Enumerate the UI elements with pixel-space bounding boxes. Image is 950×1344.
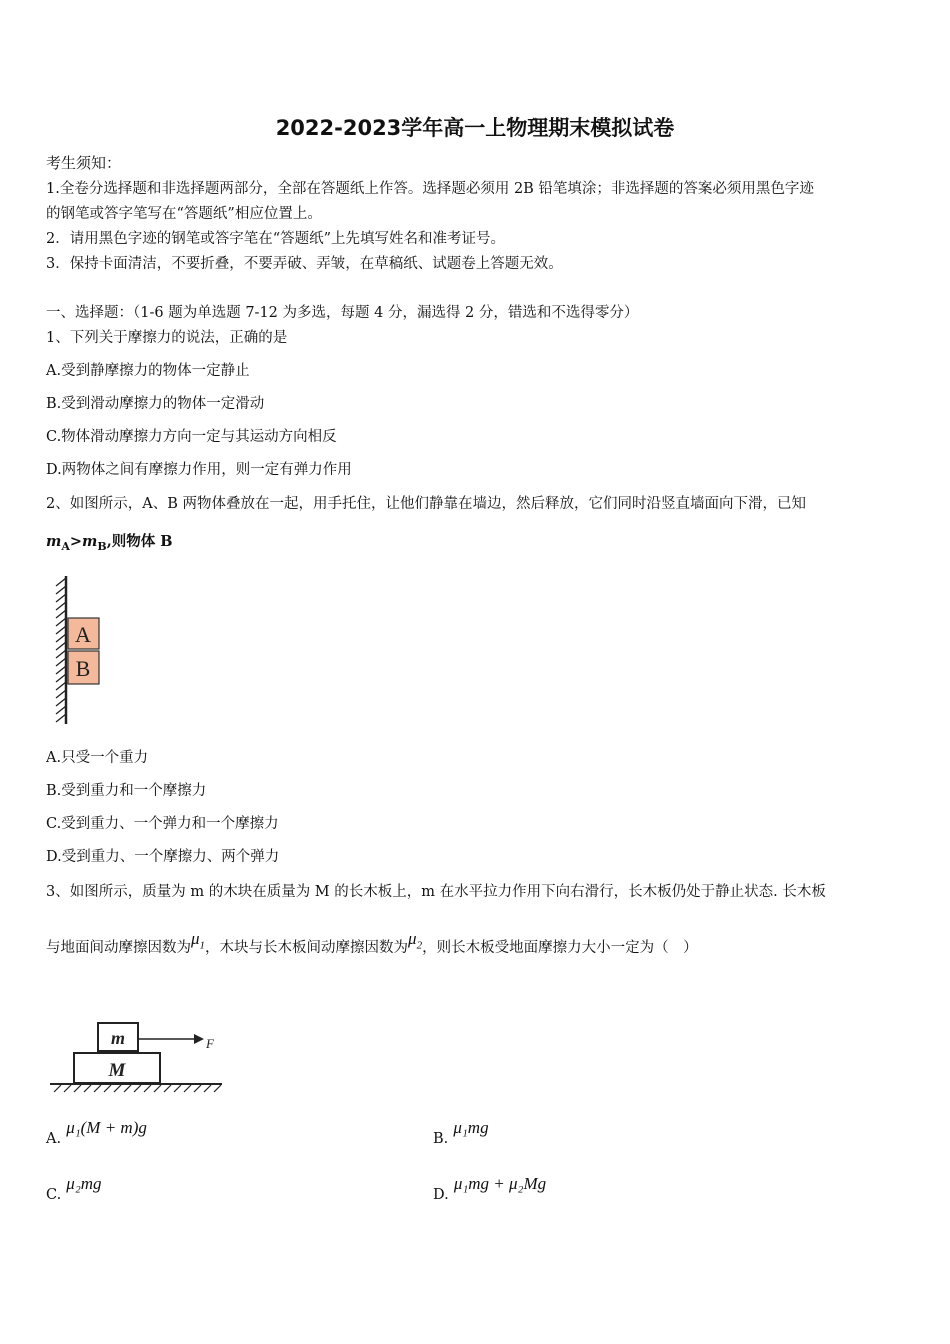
q3-stem-line-2: 与地面间动摩擦因数为$\mu_1$，木块与长木板间动摩擦因数为$\mu_2$，则长木板受地面摩擦力大小一定为（ ）: [46, 929, 698, 956]
q3-option-a-expr: μ₁(M + m)g: [66, 1118, 147, 1137]
ground-icon: [50, 1084, 222, 1092]
notice-line-1: 1.全卷分选择题和非选择题两部分，全部在答题纸上作答。选择题必须用 2B 铅笔填涂；非选择题的答案必须用黑色字迹: [46, 181, 814, 197]
notice-line-3: 2．请用黑色字迹的钢笔或答字笔在“答题纸”上先填写姓名和准考证号。: [46, 231, 506, 247]
block-a-label: A: [75, 622, 91, 647]
q3-option-d-expr: μ₁mg + μ₂Mg: [453, 1174, 547, 1193]
q2-stem-line-2: $m_A>m_B$,则物体 B: [46, 533, 173, 553]
q2-stem-line-1: 2、如图所示，A、B 两物体叠放在一起，用手托住，让他们静靠在墙边，然后释放，它们同时沿竖直墙面向下滑，已知: [46, 496, 806, 512]
q1-option-a: A.受到静摩擦力的物体一定静止: [46, 363, 250, 379]
notice-line-4: 3．保持卡面清洁，不要折叠，不要弄破、弄皱，在草稿纸、试题卷上答题无效。: [46, 256, 563, 272]
q3-option-d: D. μ₁mg + μ₂Mg: [433, 1174, 547, 1203]
q2-option-c: C.受到重力、一个弹力和一个摩擦力: [46, 816, 279, 832]
q2-figure: [50, 574, 110, 726]
block-m-label: m: [110, 1028, 126, 1048]
notice-heading: 考生须知：: [46, 154, 122, 172]
force-label: F: [206, 1036, 214, 1051]
q3-option-b: B. μ₁mg: [433, 1118, 489, 1147]
q3-stem-line-1: 3、如图所示，质量为 m 的木块在质量为 M 的长木板上，m 在水平拉力作用下向右滑行，长木板仍处于静止状态. 长木板: [46, 884, 826, 900]
q2-option-a: A.只受一个重力: [46, 750, 149, 766]
q2-option-b: B.受到重力和一个摩擦力: [46, 783, 207, 799]
block-b-label: B: [75, 656, 91, 681]
q1-option-d: D.两物体之间有摩擦力作用，则一定有弹力作用: [46, 462, 352, 478]
q3-figure: [46, 1018, 236, 1100]
board-m-label: M: [108, 1060, 126, 1081]
page-title: 2022-2023学年高一上物理期末模拟试卷: [275, 116, 675, 140]
q3-option-c-expr: μ₂mg: [66, 1174, 102, 1193]
force-arrow-icon: [138, 1034, 204, 1044]
q1-stem: 1、下列关于摩擦力的说法，正确的是: [46, 330, 288, 346]
q1-option-b: B.受到滑动摩擦力的物体一定滑动: [46, 396, 265, 412]
wall-icon: [56, 576, 66, 724]
q3-option-b-expr: μ₁mg: [453, 1118, 489, 1137]
notice-line-2: 的钢笔或答字笔写在“答题纸”相应位置上。: [46, 206, 322, 222]
q3-option-c: C. μ₂mg: [46, 1174, 102, 1203]
q3-option-a: A. μ₁(M + m)g: [46, 1118, 147, 1147]
q2-option-d: D.受到重力、一个摩擦力、两个弹力: [46, 849, 280, 865]
section-header: 一、选择题：（1-6 题为单选题 7-12 为多选，每题 4 分，漏选得 2 分，错选和不选得零分）: [46, 305, 639, 321]
q1-option-c: C.物体滑动摩擦力方向一定与其运动方向相反: [46, 429, 337, 445]
